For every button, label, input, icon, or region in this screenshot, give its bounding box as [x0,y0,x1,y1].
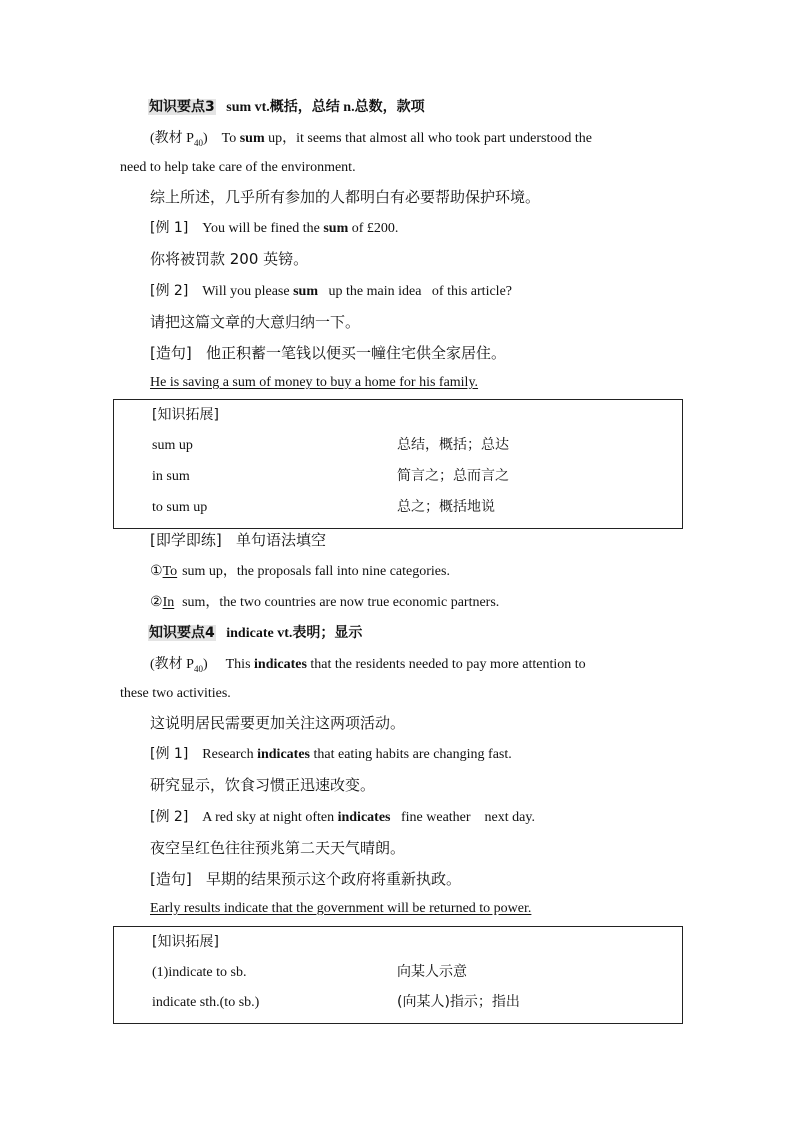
section3-practice2-rest: sum，the two countries are now true economic partners. [178,595,500,610]
section4-make-label: [造句] [150,870,192,888]
section3-make-zh: 他正积蓄一笔钱以便买一幢住宅供全家居住。 [206,344,507,362]
section4-ext-row1-en: (1)indicate to sb. [152,965,247,980]
section3-ex1-bold: sum [323,221,349,236]
section3-practice-title: 单句语法填空 [236,531,327,549]
section3-practice2-answer: In [162,595,175,610]
section3-make-line [150,344,506,362]
section4-make-zh: 早期的结果预示这个政府将重新执政。 [206,870,462,888]
section4-ex1-b: that eating habits are changing fast. [309,747,512,762]
section4-ex2-a: A red sky at night often [202,810,338,825]
section4-ex2-zh: 夜空呈红色往往预兆第二天天气晴朗。 [150,839,406,857]
section3-ext-row3-zh: 总之；概括地说 [397,499,495,515]
section3-ext-row2-en: in sum [152,469,190,484]
section3-source-page: 40 [193,137,203,148]
section3-make-en: He is saving a sum of money to buy a home for his family. [150,375,479,390]
section3-practice1-num: ① [150,564,163,579]
section3-heading-line [148,98,425,117]
section4-ex2-b: fine weather next day. [390,810,535,825]
section4-example2 [150,808,535,827]
section3-ext-row1-zh: 总结，概括；总达 [397,437,509,453]
section4-ex1-a: Research [202,747,258,762]
section3-ext-row2-zh: 简言之；总而言之 [397,468,509,484]
section4-ext-row2-zh: (向某人)指示；指出 [397,994,520,1010]
section4-heading-line [148,624,362,643]
section4-ex1-label: [例 1] [150,746,189,762]
section3-ex1-b: of £200. [348,221,399,236]
section3-extension-box [113,399,683,529]
section3-practice-label: [即学即练] [150,531,222,549]
section3-practice-heading [150,531,326,549]
section4-heading: indicate vt.表明；显示 [226,626,363,641]
section4-example1 [150,745,512,764]
section3-ex1-a: You will be fined the [202,221,324,236]
section4-extension-box [113,926,683,1024]
section3-ex2-bold: sum [293,284,318,299]
section3-sentence-b: up，it seems that almost all who took part understood the [264,131,593,146]
section3-translation: 综上所述，几乎所有参加的人都明白有必要帮助保护环境。 [150,188,541,206]
section4-ex2-label: [例 2] [150,809,189,825]
section4-make-line [150,870,461,888]
section3-sentence-bold: sum [239,131,265,146]
section3-tag: 知识要点3 [149,99,215,115]
section3-make-label: [造句] [150,344,192,362]
section3-ext-row1-en: sum up [152,438,193,453]
section3-practice1-rest: sum up，the proposals fall into nine categories. [178,564,450,579]
section3-sentence-a: To [221,131,240,146]
section3-ex2-zh: 请把这篇文章的大意归纳一下。 [150,313,361,331]
section4-source-page: 40 [193,663,203,674]
section3-heading: sum vt.概括，总结 n.总数，款项 [226,100,425,115]
section4-ext-title: [知识拓展] [152,934,219,950]
section3-practice2-num: ② [150,595,163,610]
section3-example1 [150,219,398,238]
section4-make-en: Early results indicate that the government will be returned to power. [150,901,532,916]
section3-practice2 [150,594,499,612]
section3-ex2-a: Will you please [202,284,294,299]
section3-example2 [150,282,512,301]
section3-practice1-answer: To [162,564,178,579]
section3-ext-title: [知识拓展] [152,407,219,423]
section4-source-line [150,656,674,678]
section3-source-suffix: ) [202,131,208,146]
section4-sentence-a: This [225,657,255,672]
section4-translation: 这说明居民需要更加关注这两项活动。 [150,714,406,732]
section3-ext-row3-en: to sum up [152,500,208,515]
section4-ex1-bold: indicates [257,747,310,762]
section3-ex2-b: up the main idea of this article? [318,284,512,299]
section4-sentence-b: that the residents needed to pay more attention to [306,657,586,672]
section4-sentence-cont: these two activities. [120,686,231,701]
section4-source-prefix: (教材 P [150,657,194,672]
section4-ex1-zh: 研究显示，饮食习惯正迅速改变。 [150,776,376,794]
section3-ex2-label: [例 2] [150,283,189,299]
section4-ext-row2-en: indicate sth.(to sb.) [152,995,260,1010]
section3-ex1-zh: 你将被罚款 200 英镑。 [150,250,309,268]
section3-source-line [150,130,674,152]
section4-ex2-bold: indicates [337,810,391,825]
section3-sentence-cont: need to help take care of the environment. [120,160,356,175]
section4-source-suffix: ) [202,657,208,672]
section3-source-prefix: (教材 P [150,131,194,146]
section4-sentence-bold: indicates [254,657,307,672]
section4-ext-row1-zh: 向某人示意 [397,964,467,980]
section3-practice1 [150,563,450,581]
section3-ex1-label: [例 1] [150,220,189,236]
section4-tag: 知识要点4 [149,625,215,641]
